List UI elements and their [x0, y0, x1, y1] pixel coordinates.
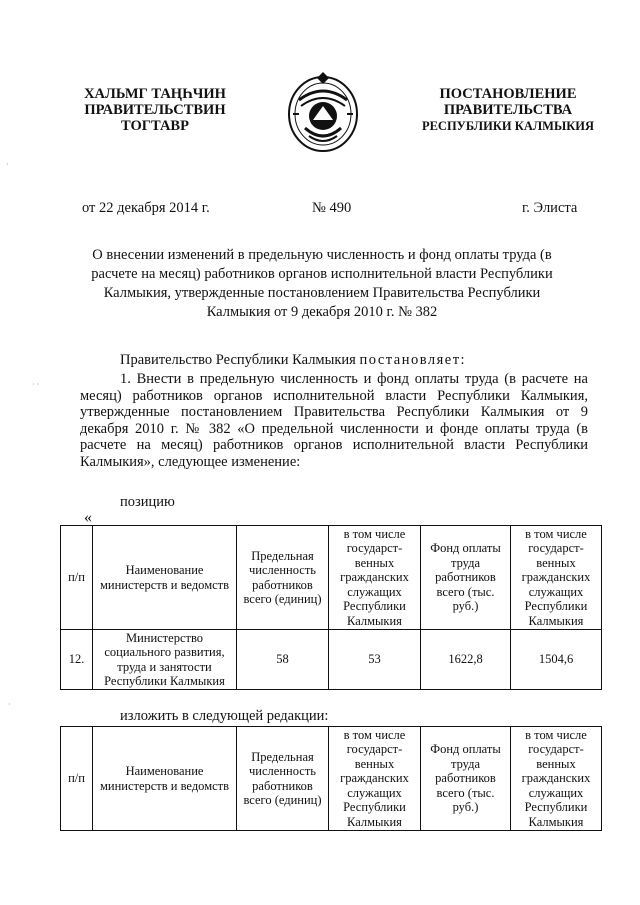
preamble-prefix: Правительство Республики Калмыкия [120, 352, 360, 368]
header-name: Наименование министерств и ведомств [93, 526, 237, 630]
position-label: позицию [120, 494, 175, 510]
header-right-line-3: РЕСПУБЛИКИ КАЛМЫКИЯ [421, 119, 595, 133]
header-right-title [408, 86, 608, 134]
document-title: О внесении изменений в предельную численность и фонд оплаты труда (в расчете на месяц) работников органов исполнительной власти Республики Калмыкия, утвержденные постановлением Правительства Республики Калмыкия от 9 декабря 2010 г. № 382 [91, 247, 553, 320]
header-num: п/п [61, 526, 93, 630]
row-fund-civil: 1504,6 [511, 630, 602, 690]
header-right-line-2: ПРАВИТЕЛЬСТВА [443, 102, 573, 118]
position-table-new [60, 726, 602, 831]
position-table-current [60, 525, 602, 690]
paragraph-1: 1. Внести в предельную численность и фонд оплаты труда (в расчете на месяц) работников органов исполнительной власти Республики Калмыкия, утвержденные постановлением Правительства Республики Калмыкия от 9 декабря 2010 г. № 382 «О предельной численности и фонде оплаты труда (в расчете на месяц) работников органов исполнительной власти Республики Калмыкия», следующее изменение: [80, 371, 588, 470]
margin-mark-3: · [8, 700, 11, 709]
table-header-row [61, 526, 602, 630]
row-name: Министерство социального развития, труда и занятости Республики Калмыкия [93, 630, 237, 690]
replace-label: изложить в следующей редакции: [120, 708, 329, 724]
table-row [61, 630, 602, 690]
document-number: № 490 [312, 200, 352, 216]
header-left-line-1: ХАЛЬМГ ТАҢҺЧИН [84, 86, 226, 102]
header-fund: Фонд оплаты труда работников всего (тыс. руб.) [421, 727, 511, 831]
open-quote: « [84, 509, 92, 526]
header-headcount-civil: в том числе государст-венных гражданских служащих Республики Калмыкия [329, 526, 421, 630]
header-left-line-3: ТОГТАВР [121, 118, 189, 134]
header-fund-civil: в том числе государст-венных гражданских служащих Республики Калмыкия [511, 526, 602, 630]
row-headcount-civil: 53 [329, 630, 421, 690]
preamble-verb: постановляет: [359, 352, 467, 368]
header-num: п/п [61, 727, 93, 831]
header-name: Наименование министерств и ведомств [93, 727, 237, 831]
margin-mark-2: · · [32, 380, 40, 389]
row-headcount: 58 [237, 630, 329, 690]
emblem-icon [283, 70, 363, 154]
margin-mark-1: · [6, 160, 9, 169]
header-left-title [60, 86, 250, 134]
document-city: г. Элиста [522, 200, 578, 216]
header-headcount-civil: в том числе государст-венных гражданских служащих Республики Калмыкия [329, 727, 421, 831]
header-headcount: Предельная численность работников всего (единиц) [237, 727, 329, 831]
header-left-line-2: ПРАВИТЕЛЬСТВИН [84, 102, 226, 118]
header-fund-civil: в том числе государст-венных гражданских служащих Республики Калмыкия [511, 727, 602, 831]
header-fund: Фонд оплаты труда работников всего (тыс. руб.) [421, 526, 511, 630]
row-num: 12. [61, 630, 93, 690]
preamble [80, 352, 588, 369]
table-header-row [61, 727, 602, 831]
header-right-line-1: ПОСТАНОВЛЕНИЕ [439, 86, 577, 102]
row-fund: 1622,8 [421, 630, 511, 690]
header-headcount: Предельная численность работников всего (единиц) [237, 526, 329, 630]
document-date: от 22 декабря 2014 г. [82, 200, 210, 216]
